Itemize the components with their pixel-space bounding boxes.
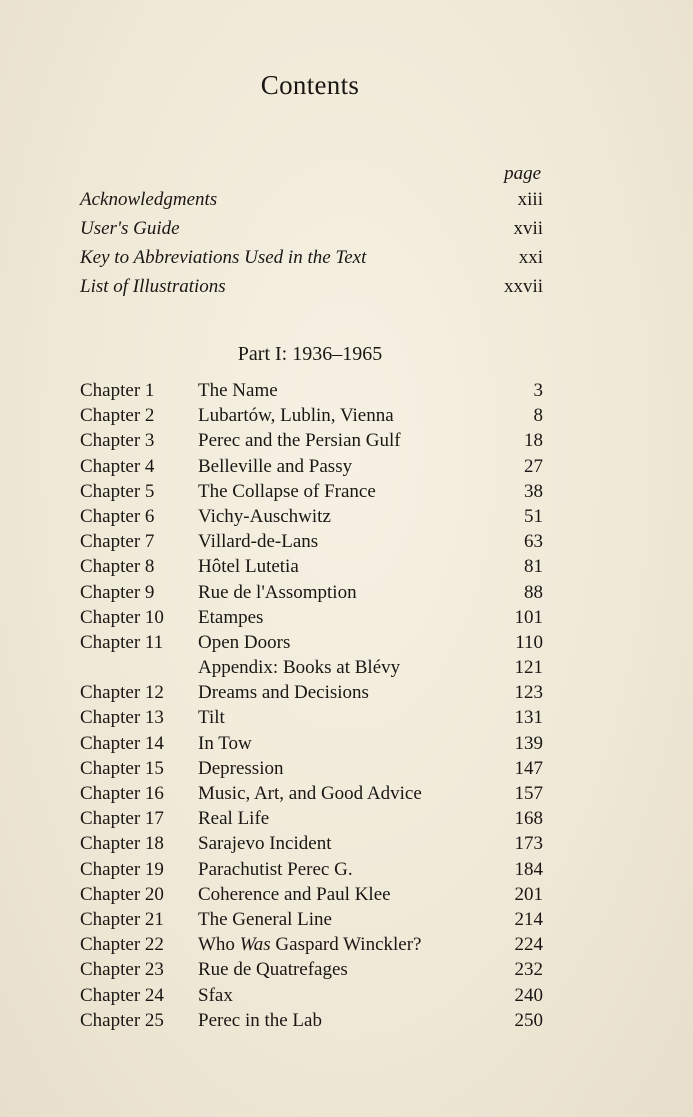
chapter-number: Chapter 22 bbox=[80, 934, 164, 956]
front-matter-title: Acknowledgments bbox=[80, 189, 218, 210]
front-matter-page: xvii bbox=[513, 218, 543, 239]
chapter-title: Perec in the Lab bbox=[198, 1009, 322, 1031]
chapter-number: Chapter 15 bbox=[80, 757, 164, 779]
chapter-row bbox=[80, 733, 543, 758]
chapter-title: The General Line bbox=[198, 908, 332, 930]
chapter-row bbox=[80, 481, 543, 506]
chapter-page: 250 bbox=[514, 1009, 543, 1031]
chapter-page: 27 bbox=[524, 455, 543, 477]
chapter-page: 123 bbox=[514, 682, 543, 704]
chapter-number: Chapter 5 bbox=[80, 480, 155, 502]
chapter-row bbox=[80, 682, 543, 707]
chapter-row bbox=[80, 380, 543, 405]
chapter-title: Parachutist Perec G. bbox=[198, 858, 353, 880]
chapter-page: 101 bbox=[514, 606, 543, 628]
chapter-page: 240 bbox=[514, 984, 543, 1006]
chapter-title: Rue de Quatrefages bbox=[198, 959, 348, 981]
chapter-row bbox=[80, 707, 543, 732]
chapter-page: 224 bbox=[514, 934, 543, 956]
front-matter-row bbox=[80, 218, 543, 247]
chapter-title: Coherence and Paul Klee bbox=[198, 883, 391, 905]
chapter-row bbox=[80, 531, 543, 556]
chapter-page: 8 bbox=[533, 405, 543, 427]
chapter-title: Who Was Gaspard Winckler? bbox=[198, 934, 422, 956]
chapter-page: 232 bbox=[514, 959, 543, 981]
chapter-number: Chapter 24 bbox=[80, 984, 164, 1006]
chapter-title: The Collapse of France bbox=[198, 480, 376, 502]
chapter-page: 201 bbox=[514, 883, 543, 905]
chapter-page: 139 bbox=[514, 732, 543, 754]
chapter-number: Chapter 13 bbox=[80, 707, 164, 729]
chapter-page: 81 bbox=[524, 556, 543, 578]
chapter-number: Chapter 20 bbox=[80, 883, 164, 905]
chapter-number: Chapter 18 bbox=[80, 833, 164, 855]
chapter-number: Chapter 21 bbox=[80, 908, 164, 930]
chapter-page: 38 bbox=[524, 480, 543, 502]
contents-title: Contents bbox=[260, 70, 360, 100]
chapter-number: Chapter 12 bbox=[80, 682, 164, 704]
chapter-title: Lubartów, Lublin, Vienna bbox=[198, 405, 394, 427]
chapter-number: Chapter 11 bbox=[80, 631, 164, 653]
chapter-page: 110 bbox=[515, 631, 543, 653]
chapter-number: Chapter 6 bbox=[80, 505, 155, 527]
emphasis: Was bbox=[239, 934, 271, 956]
chapter-row bbox=[80, 430, 543, 455]
chapter-page: 173 bbox=[514, 833, 543, 855]
front-matter-row bbox=[80, 189, 543, 218]
chapter-number: Chapter 14 bbox=[80, 732, 164, 754]
chapter-number: Chapter 16 bbox=[80, 783, 164, 804]
chapter-title: Tilt bbox=[198, 707, 225, 729]
chapter-title: Depression bbox=[198, 757, 284, 779]
chapter-row bbox=[80, 758, 543, 783]
chapter-list bbox=[80, 380, 543, 1035]
front-matter-page: xiii bbox=[517, 189, 543, 210]
front-matter-row bbox=[80, 276, 543, 305]
chapter-title: Villard-de-Lans bbox=[198, 531, 319, 553]
chapter-number: Chapter 9 bbox=[80, 581, 155, 603]
chapter-row bbox=[80, 506, 543, 531]
front-matter-title: List of Illustrations bbox=[80, 276, 226, 297]
chapter-row bbox=[80, 783, 543, 808]
front-matter-row bbox=[80, 247, 543, 276]
chapter-title: The Name bbox=[198, 380, 278, 401]
chapter-title: Belleville and Passy bbox=[198, 455, 353, 477]
chapter-page: 168 bbox=[514, 808, 543, 830]
chapter-number: Chapter 8 bbox=[80, 556, 155, 578]
page-column-label: page bbox=[504, 163, 541, 184]
chapter-title: Etampes bbox=[198, 606, 264, 628]
chapter-row bbox=[80, 985, 543, 1010]
chapter-title: Dreams and Decisions bbox=[198, 682, 369, 704]
chapter-row bbox=[80, 1010, 543, 1035]
front-matter-page: xxi bbox=[518, 247, 543, 268]
chapter-row bbox=[80, 405, 543, 430]
chapter-row bbox=[80, 456, 543, 481]
chapter-page: 214 bbox=[514, 908, 543, 930]
chapter-number: Chapter 3 bbox=[80, 430, 155, 452]
chapter-title: In Tow bbox=[198, 732, 252, 754]
chapter-title: Open Doors bbox=[198, 631, 291, 653]
chapter-title: Appendix: Books at Blévy bbox=[198, 657, 401, 679]
chapter-title: Perec and the Persian Gulf bbox=[198, 430, 401, 452]
chapter-title: Rue de l'Assomption bbox=[198, 581, 357, 603]
chapter-number: Chapter 10 bbox=[80, 606, 164, 628]
chapter-title: Sarajevo Incident bbox=[198, 833, 332, 855]
chapter-number: Chapter 2 bbox=[80, 405, 155, 427]
chapter-number: Chapter 1 bbox=[80, 380, 155, 401]
chapter-number: Chapter 7 bbox=[80, 531, 155, 553]
chapter-number: Chapter 19 bbox=[80, 858, 164, 880]
chapter-row bbox=[80, 607, 543, 632]
chapter-page: 18 bbox=[524, 430, 543, 452]
front-matter-page: xxvii bbox=[503, 276, 543, 297]
front-matter-title: User's Guide bbox=[80, 218, 180, 239]
chapter-page: 63 bbox=[524, 531, 543, 553]
chapter-row bbox=[80, 833, 543, 858]
chapter-page: 88 bbox=[524, 581, 543, 603]
chapter-number: Chapter 25 bbox=[80, 1009, 164, 1031]
chapter-title: Hôtel Lutetia bbox=[198, 556, 299, 578]
chapter-title: Real Life bbox=[198, 808, 270, 830]
chapter-number: Chapter 17 bbox=[80, 808, 164, 830]
chapter-page: 3 bbox=[533, 380, 543, 401]
chapter-page: 131 bbox=[514, 707, 543, 729]
chapter-row bbox=[80, 632, 543, 657]
chapter-row bbox=[80, 582, 543, 607]
chapter-row bbox=[80, 934, 543, 959]
front-matter-list bbox=[80, 189, 543, 305]
front-matter-title: Key to Abbreviations Used in the Text bbox=[80, 247, 367, 268]
chapter-title: Sfax bbox=[198, 984, 233, 1006]
part-heading: Part I: 1936–1965 bbox=[237, 343, 383, 365]
chapter-row bbox=[80, 556, 543, 581]
chapter-page: 157 bbox=[514, 783, 543, 804]
chapter-row bbox=[80, 959, 543, 984]
chapter-row bbox=[80, 657, 543, 682]
chapter-row bbox=[80, 909, 543, 934]
chapter-number: Chapter 23 bbox=[80, 959, 164, 981]
chapter-page: 184 bbox=[514, 858, 543, 880]
chapter-page: 51 bbox=[524, 505, 543, 527]
chapter-row bbox=[80, 884, 543, 909]
chapter-row bbox=[80, 808, 543, 833]
chapter-row bbox=[80, 859, 543, 884]
chapter-number: Chapter 4 bbox=[80, 455, 155, 477]
chapter-page: 147 bbox=[514, 757, 543, 779]
chapter-page: 121 bbox=[514, 657, 543, 679]
chapter-title: Vichy-Auschwitz bbox=[198, 505, 331, 527]
chapter-title: Music, Art, and Good Advice bbox=[198, 783, 422, 804]
